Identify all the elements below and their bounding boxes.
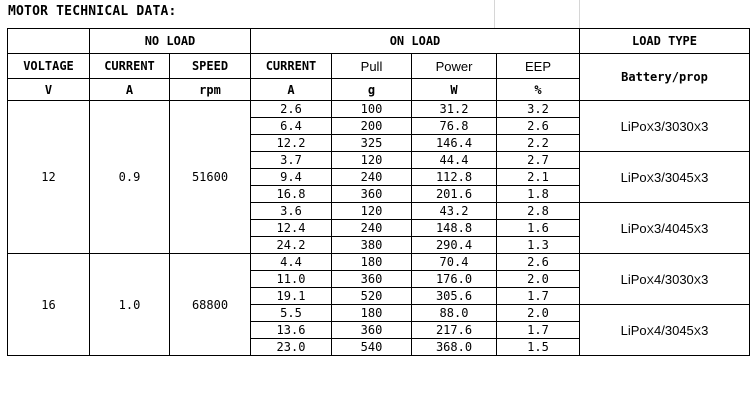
multiply-icon: X bbox=[646, 172, 655, 185]
power-cell: 31.2 bbox=[412, 101, 497, 118]
power-cell: 76.8 bbox=[412, 118, 497, 135]
blank-header-cell bbox=[8, 29, 90, 54]
power-cell: 176.0 bbox=[412, 271, 497, 288]
on-load-current-cell: 11.0 bbox=[251, 271, 332, 288]
pull-cell: 120 bbox=[332, 152, 412, 169]
on-load-current-cell: 5.5 bbox=[251, 305, 332, 322]
eep-header: EEP bbox=[497, 54, 580, 79]
lipo-label: LiPo bbox=[620, 322, 647, 338]
voltage-cell: 16 bbox=[8, 254, 90, 356]
pull-cell: 180 bbox=[332, 254, 412, 271]
pull-cell: 240 bbox=[332, 169, 412, 186]
voltage-header: VOLTAGE bbox=[8, 54, 90, 79]
sheet-gridline bbox=[494, 0, 495, 28]
unit-voltage: V bbox=[8, 79, 90, 101]
speed-cell: 68800 bbox=[170, 254, 251, 356]
lipo-label: LiPo bbox=[620, 220, 647, 236]
on-load-current-cell: 16.8 bbox=[251, 186, 332, 203]
lipo-label: LiPo bbox=[620, 169, 647, 185]
on-load-current-cell: 24.2 bbox=[251, 237, 332, 254]
on-load-current-cell: 9.4 bbox=[251, 169, 332, 186]
load-type-cell bbox=[580, 305, 750, 356]
config-label: 4/3045 bbox=[654, 322, 694, 338]
power-cell: 201.6 bbox=[412, 186, 497, 203]
table-row bbox=[8, 254, 750, 271]
power-cell: 148.8 bbox=[412, 220, 497, 237]
on-load-current-cell: 13.6 bbox=[251, 322, 332, 339]
eep-cell: 1.8 bbox=[497, 186, 580, 203]
multiply-icon: X bbox=[646, 223, 655, 236]
count-label: 3 bbox=[701, 322, 709, 338]
on-load-current-cell: 3.6 bbox=[251, 203, 332, 220]
power-cell: 305.6 bbox=[412, 288, 497, 305]
voltage-cell: 12 bbox=[8, 101, 90, 254]
eep-cell: 1.6 bbox=[497, 220, 580, 237]
eep-cell: 3.2 bbox=[497, 101, 580, 118]
on-load-current-cell: 19.1 bbox=[251, 288, 332, 305]
power-cell: 112.8 bbox=[412, 169, 497, 186]
no-load-current-cell: 0.9 bbox=[90, 101, 170, 254]
eep-cell: 2.0 bbox=[497, 271, 580, 288]
eep-cell: 1.7 bbox=[497, 322, 580, 339]
multiply-icon: X bbox=[693, 223, 702, 236]
unit-grams: g bbox=[332, 79, 412, 101]
power-cell: 70.4 bbox=[412, 254, 497, 271]
on-load-current-cell: 4.4 bbox=[251, 254, 332, 271]
lipo-label: LiPo bbox=[620, 118, 647, 134]
eep-cell: 2.1 bbox=[497, 169, 580, 186]
pull-cell: 200 bbox=[332, 118, 412, 135]
eep-cell: 1.5 bbox=[497, 339, 580, 356]
eep-cell: 1.7 bbox=[497, 288, 580, 305]
count-label: 3 bbox=[701, 169, 709, 185]
config-label: 3/3045 bbox=[654, 169, 694, 185]
pull-cell: 325 bbox=[332, 135, 412, 152]
pull-cell: 520 bbox=[332, 288, 412, 305]
unit-watts: W bbox=[412, 79, 497, 101]
multiply-icon: X bbox=[693, 172, 702, 185]
on-load-current-cell: 6.4 bbox=[251, 118, 332, 135]
motor-data-table bbox=[7, 28, 750, 356]
pull-cell: 120 bbox=[332, 203, 412, 220]
eep-cell: 2.2 bbox=[497, 135, 580, 152]
eep-cell: 2.6 bbox=[497, 254, 580, 271]
config-label: 4/3030 bbox=[654, 271, 694, 287]
on-load-header: ON LOAD bbox=[251, 29, 580, 54]
load-type-cell bbox=[580, 152, 750, 203]
count-label: 3 bbox=[701, 220, 709, 236]
pull-cell: 240 bbox=[332, 220, 412, 237]
multiply-icon: X bbox=[693, 274, 702, 287]
page-title: MOTOR TECHNICAL DATA: bbox=[8, 4, 177, 19]
on-load-current-header: CURRENT bbox=[251, 54, 332, 79]
unit-current-load: A bbox=[251, 79, 332, 101]
sheet-gridline bbox=[579, 0, 580, 28]
unit-current: A bbox=[90, 79, 170, 101]
speed-header: SPEED bbox=[170, 54, 251, 79]
power-cell: 368.0 bbox=[412, 339, 497, 356]
on-load-current-cell: 2.6 bbox=[251, 101, 332, 118]
eep-cell: 2.6 bbox=[497, 118, 580, 135]
no-load-current-header: CURRENT bbox=[90, 54, 170, 79]
count-label: 3 bbox=[701, 271, 709, 287]
power-cell: 43.2 bbox=[412, 203, 497, 220]
no-load-current-cell: 1.0 bbox=[90, 254, 170, 356]
power-cell: 217.6 bbox=[412, 322, 497, 339]
pull-cell: 540 bbox=[332, 339, 412, 356]
multiply-icon: X bbox=[646, 121, 655, 134]
power-header: Power bbox=[412, 54, 497, 79]
pull-cell: 100 bbox=[332, 101, 412, 118]
table-row bbox=[8, 101, 750, 118]
on-load-current-cell: 3.7 bbox=[251, 152, 332, 169]
unit-rpm: rpm bbox=[170, 79, 251, 101]
power-cell: 146.4 bbox=[412, 135, 497, 152]
pull-header: Pull bbox=[332, 54, 412, 79]
eep-cell: 1.3 bbox=[497, 237, 580, 254]
config-label: 3/3030 bbox=[654, 118, 694, 134]
eep-cell: 2.0 bbox=[497, 305, 580, 322]
multiply-icon: X bbox=[646, 325, 655, 338]
no-load-header: NO LOAD bbox=[90, 29, 251, 54]
on-load-current-cell: 12.2 bbox=[251, 135, 332, 152]
pull-cell: 380 bbox=[332, 237, 412, 254]
load-type-cell bbox=[580, 203, 750, 254]
count-label: 3 bbox=[701, 118, 709, 134]
power-cell: 290.4 bbox=[412, 237, 497, 254]
config-label: 3/4045 bbox=[654, 220, 694, 236]
eep-cell: 2.8 bbox=[497, 203, 580, 220]
battery-prop-header: Battery/prop bbox=[580, 54, 750, 101]
unit-percent: % bbox=[497, 79, 580, 101]
load-type-cell bbox=[580, 254, 750, 305]
pull-cell: 360 bbox=[332, 186, 412, 203]
pull-cell: 360 bbox=[332, 322, 412, 339]
multiply-icon: X bbox=[693, 325, 702, 338]
multiply-icon: X bbox=[693, 121, 702, 134]
lipo-label: LiPo bbox=[620, 271, 647, 287]
eep-cell: 2.7 bbox=[497, 152, 580, 169]
on-load-current-cell: 23.0 bbox=[251, 339, 332, 356]
load-type-cell bbox=[580, 101, 750, 152]
pull-cell: 180 bbox=[332, 305, 412, 322]
on-load-current-cell: 12.4 bbox=[251, 220, 332, 237]
load-type-header: LOAD TYPE bbox=[580, 29, 750, 54]
pull-cell: 360 bbox=[332, 271, 412, 288]
multiply-icon: X bbox=[646, 274, 655, 287]
power-cell: 88.0 bbox=[412, 305, 497, 322]
power-cell: 44.4 bbox=[412, 152, 497, 169]
speed-cell: 51600 bbox=[170, 101, 251, 254]
